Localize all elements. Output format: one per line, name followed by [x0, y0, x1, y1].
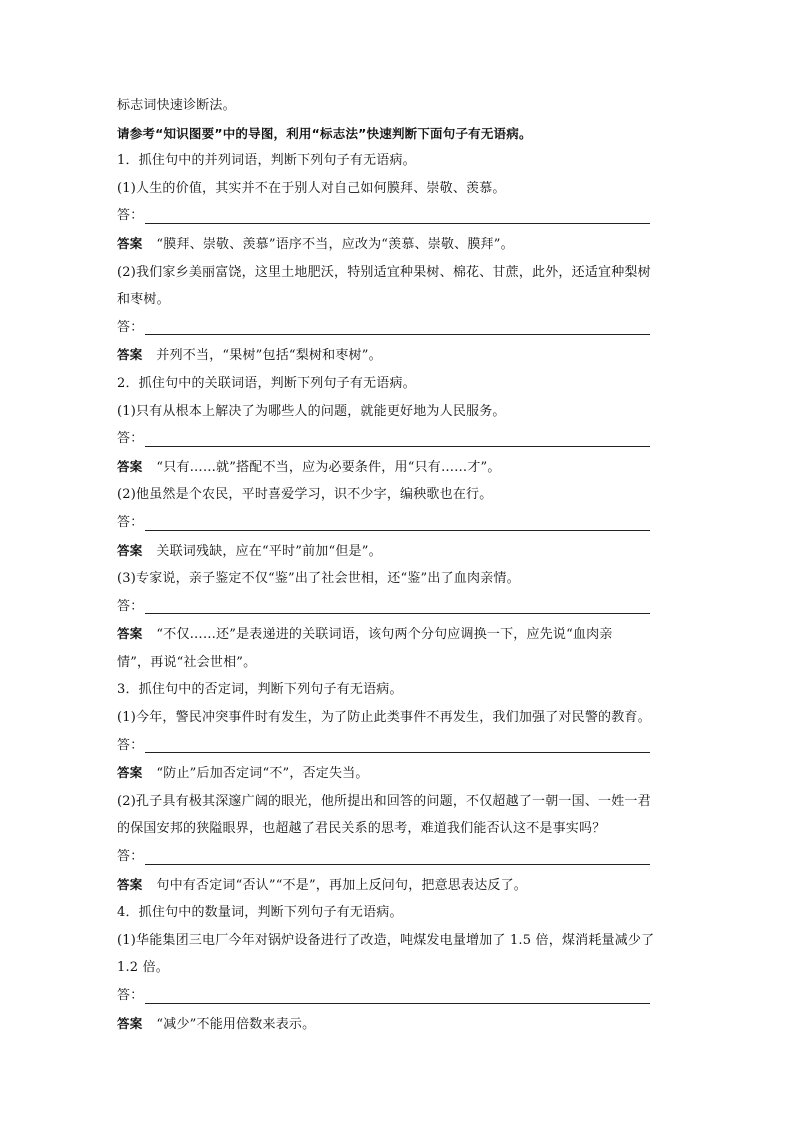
- intro-instruction: 请参考“知识图要”中的导图，利用“标志法”快速判断下面句子有无语病。: [117, 125, 532, 141]
- answer-key-text: 并列不当，“果树”包括“梨树和枣树”。: [156, 348, 382, 364]
- answer-blank-row: [117, 982, 682, 1010]
- answer-blank-row: [117, 732, 682, 760]
- question-section: [117, 899, 682, 1038]
- answer-key: [117, 759, 682, 788]
- question-section: [117, 370, 682, 677]
- worksheet-page: [117, 92, 682, 1038]
- answer-key: [117, 649, 682, 677]
- question-text: (1)只有从根本上解决了为哪些人的问题，就能更好地为人民服务。: [117, 403, 506, 419]
- answer-blank-row: [117, 509, 682, 537]
- question-section: [117, 676, 682, 899]
- answer-prompt: 答：: [117, 431, 144, 447]
- answer-blank-row: [117, 425, 682, 453]
- answer-key-text: “只有……就”搭配不当，应为必要条件，用“只有……才”。: [156, 459, 501, 475]
- question-section: [117, 147, 682, 370]
- answer-key-text: 情”，再说“社会世相”。: [117, 654, 257, 670]
- answer-key-text: 关联词残缺，应在“平时”前加“但是”。: [156, 543, 382, 559]
- answer-key-text: “减少”不能用倍数来表示。: [156, 1016, 316, 1032]
- question-text: (1)人生的价值，其实并不在于别人对自己如何膜拜、崇敬、羡慕。: [117, 180, 506, 196]
- answer-blank-line[interactable]: [145, 429, 650, 447]
- answer-blank-row: [117, 202, 682, 230]
- answer-prompt: 答：: [117, 208, 144, 224]
- answer-key-text: 句中有否定词“否认”“不是”，再加上反问句，把意思表达反了。: [156, 877, 527, 893]
- question-text: (3)专家说，亲子鉴定不仅“鉴”出了社会世相，还“鉴”出了血肉亲情。: [117, 571, 520, 587]
- answer-key-label: 答案: [117, 765, 143, 781]
- section-heading: 2．抓住句中的关联词语，判断下列句子有无语病。: [117, 375, 416, 391]
- answer-prompt: 答：: [117, 598, 144, 614]
- question-text: 1.2 倍。: [117, 960, 170, 976]
- answer-key-text: “膜拜、崇敬、羡慕”语序不当，应改为“羡慕、崇敬、膜拜”。: [156, 236, 514, 252]
- answer-key-label: 答案: [117, 235, 143, 251]
- answer-key-label: 答案: [117, 1015, 143, 1031]
- answer-key: [117, 620, 682, 649]
- answer-key-label: 答案: [117, 458, 143, 474]
- section-heading: 1．抓住句中的并列词语，判断下列句子有无语病。: [117, 153, 416, 169]
- answer-blank-row: [117, 593, 682, 621]
- question-text: (1)今年，警民冲突事件时有发生，为了防止此类事件不再发生，我们加强了对民警的教育。: [117, 710, 651, 726]
- question-text: (1)华能集团三电厂今年对锅炉设备进行了改造，吨煤发电量增加了 1.5 倍，煤消耗量减少了: [117, 932, 655, 948]
- answer-key: [117, 230, 682, 259]
- answer-key-label: 答案: [117, 542, 143, 558]
- answer-prompt: 答：: [117, 514, 144, 530]
- answer-prompt: 答：: [117, 988, 144, 1003]
- answer-key-label: 答案: [117, 876, 143, 892]
- answer-blank-line[interactable]: [145, 206, 650, 224]
- answer-key: [117, 1010, 682, 1039]
- answer-prompt: 答：: [117, 849, 144, 865]
- answer-blank-line[interactable]: [145, 986, 650, 1004]
- question-text: (2)他虽然是个农民，平时喜爱学习，识不少字，编秧歌也在行。: [117, 487, 493, 503]
- answer-key-label: 答案: [117, 347, 143, 363]
- question-text: (2)我们家乡美丽富饶，这里土地肥沃，特别适宜种果树、棉花、甘蔗，此外，还适宜种梨树: [117, 264, 651, 280]
- answer-key-text: “防止”后加否定词“不”，否定失当。: [156, 766, 369, 782]
- answer-key: [117, 871, 682, 900]
- answer-blank-line[interactable]: [145, 847, 650, 865]
- question-text: 的保国安邦的狭隘眼界，也超越了君民关系的思考，难道我们能否认这不是事实吗？: [117, 821, 606, 837]
- answer-blank-row: [117, 314, 682, 342]
- answer-key: [117, 453, 682, 482]
- question-text: 和枣树。: [117, 292, 170, 308]
- answer-prompt: 答：: [117, 319, 144, 335]
- answer-key: [117, 341, 682, 370]
- intro-title: 标志词快速诊断法。: [117, 98, 236, 113]
- answer-blank-line[interactable]: [145, 513, 650, 531]
- answer-blank-row: [117, 843, 682, 871]
- answer-key-label: 答案: [117, 626, 143, 642]
- answer-blank-line[interactable]: [145, 735, 650, 753]
- section-heading: 3．抓住句中的否定词，判断下列句子有无语病。: [117, 682, 403, 698]
- answer-blank-line[interactable]: [145, 596, 650, 614]
- sections-container: [117, 147, 682, 1038]
- answer-key-text: “不仅……还”是表递进的关联词语，该句两个分句应调换一下，应先说“血肉亲: [156, 627, 613, 643]
- answer-key: [117, 537, 682, 566]
- question-text: (2)孔子具有极其深邃广阔的眼光，他所提出和回答的问题，不仅超越了一朝一国、一姓一君: [117, 793, 651, 809]
- answer-blank-line[interactable]: [145, 317, 650, 335]
- section-heading: 4．抓住句中的数量词，判断下列句子有无语病。: [117, 905, 403, 921]
- answer-prompt: 答：: [117, 737, 144, 753]
